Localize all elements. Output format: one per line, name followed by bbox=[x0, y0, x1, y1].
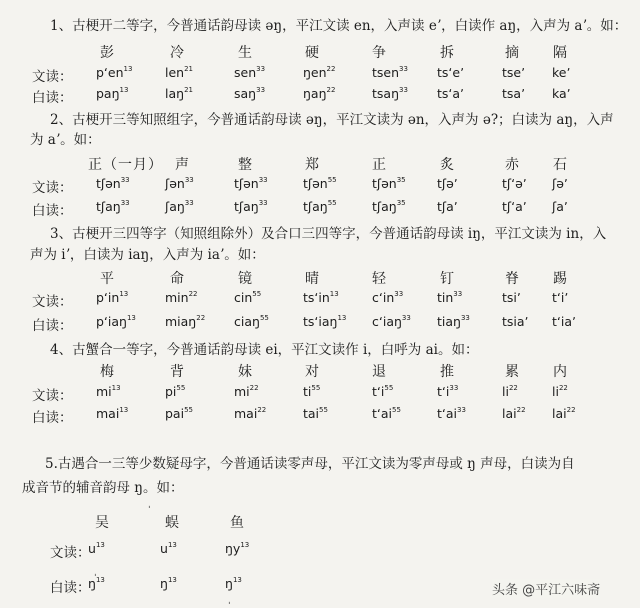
bai-reading-transcription bbox=[234, 406, 266, 421]
tone-number: 33 bbox=[256, 86, 266, 94]
bai-reading-transcription bbox=[437, 406, 466, 421]
example-character: 整 bbox=[238, 157, 253, 173]
bai-reading-transcription bbox=[437, 199, 458, 214]
example-character: 踢 bbox=[553, 271, 568, 287]
transcription-syllable: tsen bbox=[372, 65, 400, 80]
example-character: 生 bbox=[238, 45, 253, 61]
wen-reading-transcription bbox=[437, 176, 458, 191]
transcription-syllable: ti bbox=[303, 384, 312, 399]
example-character: 命 bbox=[170, 271, 185, 287]
bai-reading-transcription bbox=[234, 314, 269, 329]
example-character: 吴 bbox=[95, 515, 110, 531]
syllabic-mark: ˌ bbox=[94, 568, 97, 578]
wen-reading-label: 文读： bbox=[32, 69, 73, 85]
transcription-syllable: sen bbox=[234, 65, 257, 80]
example-character: 正 bbox=[372, 157, 387, 173]
wen-reading-transcription bbox=[165, 384, 185, 399]
tone-number: 55 bbox=[184, 406, 193, 414]
tone-number: 55 bbox=[327, 176, 337, 184]
example-character: 拆 bbox=[440, 45, 455, 61]
transcription-syllable: mi bbox=[96, 384, 112, 399]
transcription-syllable: miaŋ bbox=[165, 314, 197, 329]
bai-reading-transcription bbox=[303, 86, 335, 101]
wen-reading-transcription bbox=[372, 65, 408, 80]
wen-reading-label: 文读： bbox=[50, 545, 91, 561]
example-character: 退 bbox=[372, 364, 387, 380]
wen-reading-transcription bbox=[88, 541, 105, 556]
transcription-syllable: saŋ bbox=[234, 86, 257, 101]
section-heading-continued: 为 aʼ。如： bbox=[30, 132, 101, 148]
example-character: 晴 bbox=[305, 271, 320, 287]
transcription-syllable: tʻiaʼ bbox=[552, 314, 576, 329]
tone-number: 22 bbox=[566, 406, 576, 414]
transcription-syllable: pʻen bbox=[96, 65, 124, 80]
tone-number: 22 bbox=[516, 406, 526, 414]
transcription-syllable: laŋ bbox=[165, 86, 185, 101]
tone-number: 22 bbox=[249, 384, 259, 392]
transcription-syllable: tʃaʼ bbox=[437, 199, 458, 214]
transcription-syllable: cin bbox=[234, 290, 253, 305]
bai-reading-transcription bbox=[165, 199, 194, 214]
transcription-syllable: tiaŋ bbox=[437, 314, 461, 329]
transcription-syllable: lai bbox=[502, 406, 517, 421]
example-character: 背 bbox=[170, 364, 185, 380]
wen-reading-transcription bbox=[96, 65, 132, 80]
transcription-syllable: mi bbox=[234, 384, 250, 399]
example-character: 正（一月） bbox=[88, 157, 163, 173]
wen-reading-label: 文读： bbox=[32, 294, 73, 310]
watermark: 头条 @平江六味斋 bbox=[492, 579, 600, 598]
section-heading-continued: 声为 iʼ，白读为 iaŋ，入声为 iaʼ。如： bbox=[30, 247, 265, 263]
tone-number: 33 bbox=[460, 314, 470, 322]
transcription-syllable: cʻiaŋ bbox=[372, 314, 402, 329]
transcription-syllable: tsiʼ bbox=[502, 290, 521, 305]
bai-reading-transcription bbox=[437, 86, 464, 101]
transcription-syllable: ʃaʼ bbox=[552, 199, 568, 214]
wen-reading-transcription bbox=[165, 65, 193, 80]
transcription-syllable: ŋ bbox=[160, 576, 168, 591]
tone-number: 33 bbox=[258, 199, 268, 207]
transcription-syllable: ŋ bbox=[88, 576, 96, 591]
bai-reading-transcription bbox=[96, 199, 130, 214]
bai-reading-transcription bbox=[552, 406, 576, 421]
example-character: 鱼 bbox=[230, 515, 245, 531]
transcription-syllable: tsʻaʼ bbox=[437, 86, 465, 101]
tone-number: 21 bbox=[184, 86, 193, 94]
bai-reading-label: 白读： bbox=[50, 580, 91, 596]
wen-reading-transcription bbox=[372, 176, 406, 191]
section-heading: 4、古蟹合一等字，今普通话韵母读 ei，平江文读作 i，白呼为 ai。如： bbox=[50, 342, 479, 358]
example-character: 妹 bbox=[238, 364, 253, 380]
bai-reading-transcription bbox=[96, 314, 136, 329]
wen-reading-transcription bbox=[165, 290, 198, 305]
transcription-syllable: u bbox=[88, 541, 96, 556]
transcription-syllable: ciaŋ bbox=[234, 314, 260, 329]
bai-reading-transcription bbox=[225, 576, 242, 591]
tone-number: 55 bbox=[384, 384, 394, 392]
transcription-syllable: li bbox=[502, 384, 509, 399]
wen-reading-label: 文读： bbox=[32, 388, 73, 404]
transcription-syllable: cʻin bbox=[372, 290, 395, 305]
tone-number: 55 bbox=[392, 406, 401, 414]
transcription-syllable: tʃaŋ bbox=[372, 199, 397, 214]
tone-number: 33 bbox=[184, 199, 194, 207]
example-character: 蜈 bbox=[165, 515, 180, 531]
tone-number: 22 bbox=[508, 384, 518, 392]
wen-reading-label: 文读： bbox=[32, 180, 73, 196]
wen-reading-transcription bbox=[225, 541, 249, 556]
example-character: 轻 bbox=[372, 271, 387, 287]
tone-number: 22 bbox=[326, 86, 336, 94]
tone-number: 22 bbox=[558, 384, 568, 392]
transcription-syllable: tsʻin bbox=[303, 290, 330, 305]
transcription-syllable: tʃəʼ bbox=[437, 176, 458, 191]
tone-number: 33 bbox=[399, 65, 408, 73]
bai-reading-transcription bbox=[165, 314, 205, 329]
example-character: 冷 bbox=[170, 45, 185, 61]
wen-reading-transcription bbox=[502, 290, 521, 305]
transcription-syllable: ʃəʼ bbox=[552, 176, 568, 191]
wen-reading-transcription bbox=[96, 290, 128, 305]
tone-number: 13 bbox=[337, 314, 347, 322]
tone-number: 33 bbox=[457, 406, 466, 414]
wen-reading-transcription bbox=[552, 65, 570, 80]
example-character: 对 bbox=[305, 364, 320, 380]
transcription-syllable: ʃən bbox=[165, 176, 185, 191]
transcription-syllable: tʻi bbox=[437, 384, 450, 399]
bai-reading-transcription bbox=[502, 199, 527, 214]
example-character: 硬 bbox=[305, 45, 320, 61]
bai-reading-transcription bbox=[165, 86, 193, 101]
transcription-syllable: li bbox=[552, 384, 559, 399]
bai-reading-transcription bbox=[234, 199, 268, 214]
transcription-syllable: tʃaŋ bbox=[96, 199, 121, 214]
transcription-syllable: len bbox=[165, 65, 185, 80]
section-heading: 3、古梗开三四等字（知照组除外）及合口三四等字，今普通话韵母读 iŋ，平江文读为 in，入 bbox=[50, 226, 607, 242]
example-character: 推 bbox=[440, 364, 455, 380]
bai-reading-transcription bbox=[372, 86, 408, 101]
wen-reading-transcription bbox=[552, 176, 568, 191]
wen-reading-transcription bbox=[160, 541, 177, 556]
bai-reading-transcription bbox=[88, 576, 105, 591]
transcription-syllable: u bbox=[160, 541, 168, 556]
transcription-syllable: tʃən bbox=[303, 176, 328, 191]
bai-reading-transcription bbox=[303, 199, 337, 214]
bai-reading-transcription bbox=[552, 86, 571, 101]
transcription-syllable: tʻiʼ bbox=[552, 290, 569, 305]
tone-number: 13 bbox=[123, 65, 133, 73]
transcription-syllable: pʻiaŋ bbox=[96, 314, 127, 329]
transcription-syllable: tsiaʼ bbox=[502, 314, 529, 329]
example-character: 钉 bbox=[440, 271, 455, 287]
wen-reading-transcription bbox=[96, 384, 121, 399]
transcription-syllable: lai bbox=[552, 406, 567, 421]
wen-reading-transcription bbox=[552, 384, 568, 399]
transcription-syllable: min bbox=[165, 290, 189, 305]
transcription-syllable: tʃən bbox=[234, 176, 259, 191]
transcription-syllable: paŋ bbox=[96, 86, 120, 101]
example-character: 郑 bbox=[305, 157, 320, 173]
tone-number: 13 bbox=[119, 86, 129, 94]
tone-number: 35 bbox=[396, 176, 406, 184]
example-character: 彭 bbox=[100, 45, 115, 61]
bai-reading-transcription bbox=[437, 314, 470, 329]
tone-number: 33 bbox=[258, 176, 268, 184]
bai-reading-transcription bbox=[552, 314, 576, 329]
bai-reading-transcription bbox=[372, 314, 411, 329]
bai-reading-transcription bbox=[303, 406, 328, 421]
bai-reading-transcription bbox=[372, 199, 406, 214]
transcription-syllable: tʃən bbox=[96, 176, 121, 191]
tone-number: 21 bbox=[184, 65, 194, 73]
tone-number: 13 bbox=[95, 541, 105, 549]
transcription-syllable: kaʼ bbox=[552, 86, 571, 101]
example-character: 争 bbox=[372, 45, 387, 61]
example-character: 脊 bbox=[505, 271, 520, 287]
tone-number: 33 bbox=[449, 384, 459, 392]
bai-reading-transcription bbox=[372, 406, 401, 421]
transcription-syllable: tsʻeʼ bbox=[437, 65, 465, 80]
example-character: 平 bbox=[100, 271, 115, 287]
tone-number: 22 bbox=[196, 314, 206, 322]
wen-reading-transcription bbox=[372, 290, 403, 305]
example-character: 摘 bbox=[505, 45, 520, 61]
tone-number: 33 bbox=[184, 176, 194, 184]
bai-reading-label: 白读： bbox=[32, 410, 73, 426]
wen-reading-transcription bbox=[502, 384, 518, 399]
transcription-syllable: tʃən bbox=[372, 176, 397, 191]
transcription-syllable: tsaʼ bbox=[502, 86, 526, 101]
tone-number: 33 bbox=[120, 176, 130, 184]
bai-reading-transcription bbox=[502, 406, 526, 421]
bai-reading-transcription bbox=[165, 406, 193, 421]
transcription-syllable: ŋaŋ bbox=[303, 86, 327, 101]
bai-reading-label: 白读： bbox=[32, 90, 73, 106]
transcription-syllable: pai bbox=[165, 406, 185, 421]
transcription-syllable: tsʻiaŋ bbox=[303, 314, 338, 329]
transcription-syllable: tʃaŋ bbox=[234, 199, 259, 214]
tone-number: 13 bbox=[126, 314, 136, 322]
tone-number: 13 bbox=[119, 406, 129, 414]
wen-reading-transcription bbox=[437, 384, 458, 399]
wen-reading-transcription bbox=[234, 176, 268, 191]
transcription-syllable: mai bbox=[234, 406, 258, 421]
syllabic-mark: ˌ bbox=[148, 500, 151, 510]
bai-reading-transcription bbox=[234, 86, 265, 101]
tone-number: 33 bbox=[453, 290, 463, 298]
wen-reading-transcription bbox=[552, 290, 568, 305]
transcription-syllable: tsaŋ bbox=[372, 86, 399, 101]
tone-number: 33 bbox=[401, 314, 411, 322]
tone-number: 13 bbox=[167, 576, 177, 584]
bai-reading-label: 白读： bbox=[32, 318, 73, 334]
example-character: 炙 bbox=[440, 157, 455, 173]
section-heading-continued: 成音节的辅音韵母 ŋ。如： bbox=[22, 480, 184, 496]
transcription-syllable: tin bbox=[437, 290, 454, 305]
wen-reading-transcription bbox=[234, 65, 265, 80]
tone-number: 13 bbox=[119, 290, 129, 298]
wen-reading-transcription bbox=[303, 290, 339, 305]
transcription-syllable: tʃaŋ bbox=[303, 199, 328, 214]
tone-number: 13 bbox=[240, 541, 250, 549]
wen-reading-transcription bbox=[234, 384, 259, 399]
tone-number: 13 bbox=[167, 541, 177, 549]
section-heading: 1、古梗开二等字，今普通话韵母读 əŋ，平江文读 en，入声读 eʼ，白读作 aŋ，入声为 aʼ。如： bbox=[50, 18, 628, 34]
example-character: 声 bbox=[175, 157, 190, 173]
tone-number: 55 bbox=[327, 199, 337, 207]
wen-reading-transcription bbox=[234, 290, 261, 305]
section-heading: 2、古梗开三等知照组字，今普通话韵母读 əŋ，平江文读为 ən，入声为 ə?；白读为 aŋ，入声 bbox=[50, 112, 614, 128]
transcription-syllable: ŋy bbox=[225, 541, 241, 556]
transcription-syllable: tʻi bbox=[372, 384, 385, 399]
wen-reading-transcription bbox=[502, 65, 525, 80]
transcription-syllable: ŋen bbox=[303, 65, 327, 80]
bai-reading-transcription bbox=[96, 406, 128, 421]
wen-reading-transcription bbox=[303, 384, 320, 399]
example-character: 梅 bbox=[100, 364, 115, 380]
transcription-syllable: tʻai bbox=[437, 406, 458, 421]
tone-number: 55 bbox=[311, 384, 321, 392]
syllabic-mark: ˌ bbox=[228, 596, 231, 606]
tone-number: 33 bbox=[256, 65, 266, 73]
transcription-syllable: tseʼ bbox=[502, 65, 526, 80]
transcription-syllable: tʃʻaʼ bbox=[502, 199, 527, 214]
tone-number: 55 bbox=[176, 384, 186, 392]
bai-reading-transcription bbox=[303, 314, 346, 329]
transcription-syllable: ʃaŋ bbox=[165, 199, 185, 214]
example-character: 赤 bbox=[505, 157, 520, 173]
transcription-syllable: tai bbox=[303, 406, 320, 421]
tone-number: 33 bbox=[399, 86, 408, 94]
bai-reading-transcription bbox=[552, 199, 568, 214]
bai-reading-label: 白读： bbox=[32, 203, 73, 219]
wen-reading-transcription bbox=[303, 65, 335, 80]
wen-reading-transcription bbox=[437, 65, 464, 80]
wen-reading-transcription bbox=[437, 290, 462, 305]
transcription-syllable: tʃʻəʼ bbox=[502, 176, 527, 191]
bai-reading-transcription bbox=[96, 86, 128, 101]
transcription-syllable: pi bbox=[165, 384, 177, 399]
wen-reading-transcription bbox=[96, 176, 130, 191]
tone-number: 35 bbox=[396, 199, 406, 207]
transcription-syllable: tʻai bbox=[372, 406, 393, 421]
wen-reading-transcription bbox=[502, 176, 527, 191]
section-heading: 5.古遇合一三等少数疑母字，今普通话读零声母，平江文读为零声母或 ŋ 声母，白读为自 bbox=[45, 456, 575, 472]
tone-number: 55 bbox=[252, 290, 262, 298]
transcription-syllable: pʻin bbox=[96, 290, 120, 305]
tone-number: 55 bbox=[259, 314, 269, 322]
example-character: 累 bbox=[505, 364, 520, 380]
tone-number: 33 bbox=[394, 290, 404, 298]
tone-number: 55 bbox=[319, 406, 328, 414]
example-character: 石 bbox=[553, 157, 568, 173]
bai-reading-transcription bbox=[502, 314, 529, 329]
tone-number: 13 bbox=[329, 290, 339, 298]
tone-number: 22 bbox=[326, 65, 336, 73]
tone-number: 13 bbox=[232, 576, 242, 584]
example-character: 镜 bbox=[238, 271, 253, 287]
tone-number: 22 bbox=[257, 406, 267, 414]
tone-number: 13 bbox=[111, 384, 121, 392]
wen-reading-transcription bbox=[303, 176, 337, 191]
bai-reading-transcription bbox=[160, 576, 177, 591]
example-character: 内 bbox=[553, 364, 568, 380]
wen-reading-transcription bbox=[165, 176, 194, 191]
tone-number: 22 bbox=[188, 290, 198, 298]
bai-reading-transcription bbox=[502, 86, 525, 101]
example-character: 隔 bbox=[553, 45, 568, 61]
transcription-syllable: keʼ bbox=[552, 65, 571, 80]
wen-reading-transcription bbox=[372, 384, 393, 399]
tone-number: 13 bbox=[95, 576, 105, 584]
transcription-syllable: ŋ bbox=[225, 576, 233, 591]
transcription-syllable: mai bbox=[96, 406, 120, 421]
tone-number: 33 bbox=[120, 199, 130, 207]
